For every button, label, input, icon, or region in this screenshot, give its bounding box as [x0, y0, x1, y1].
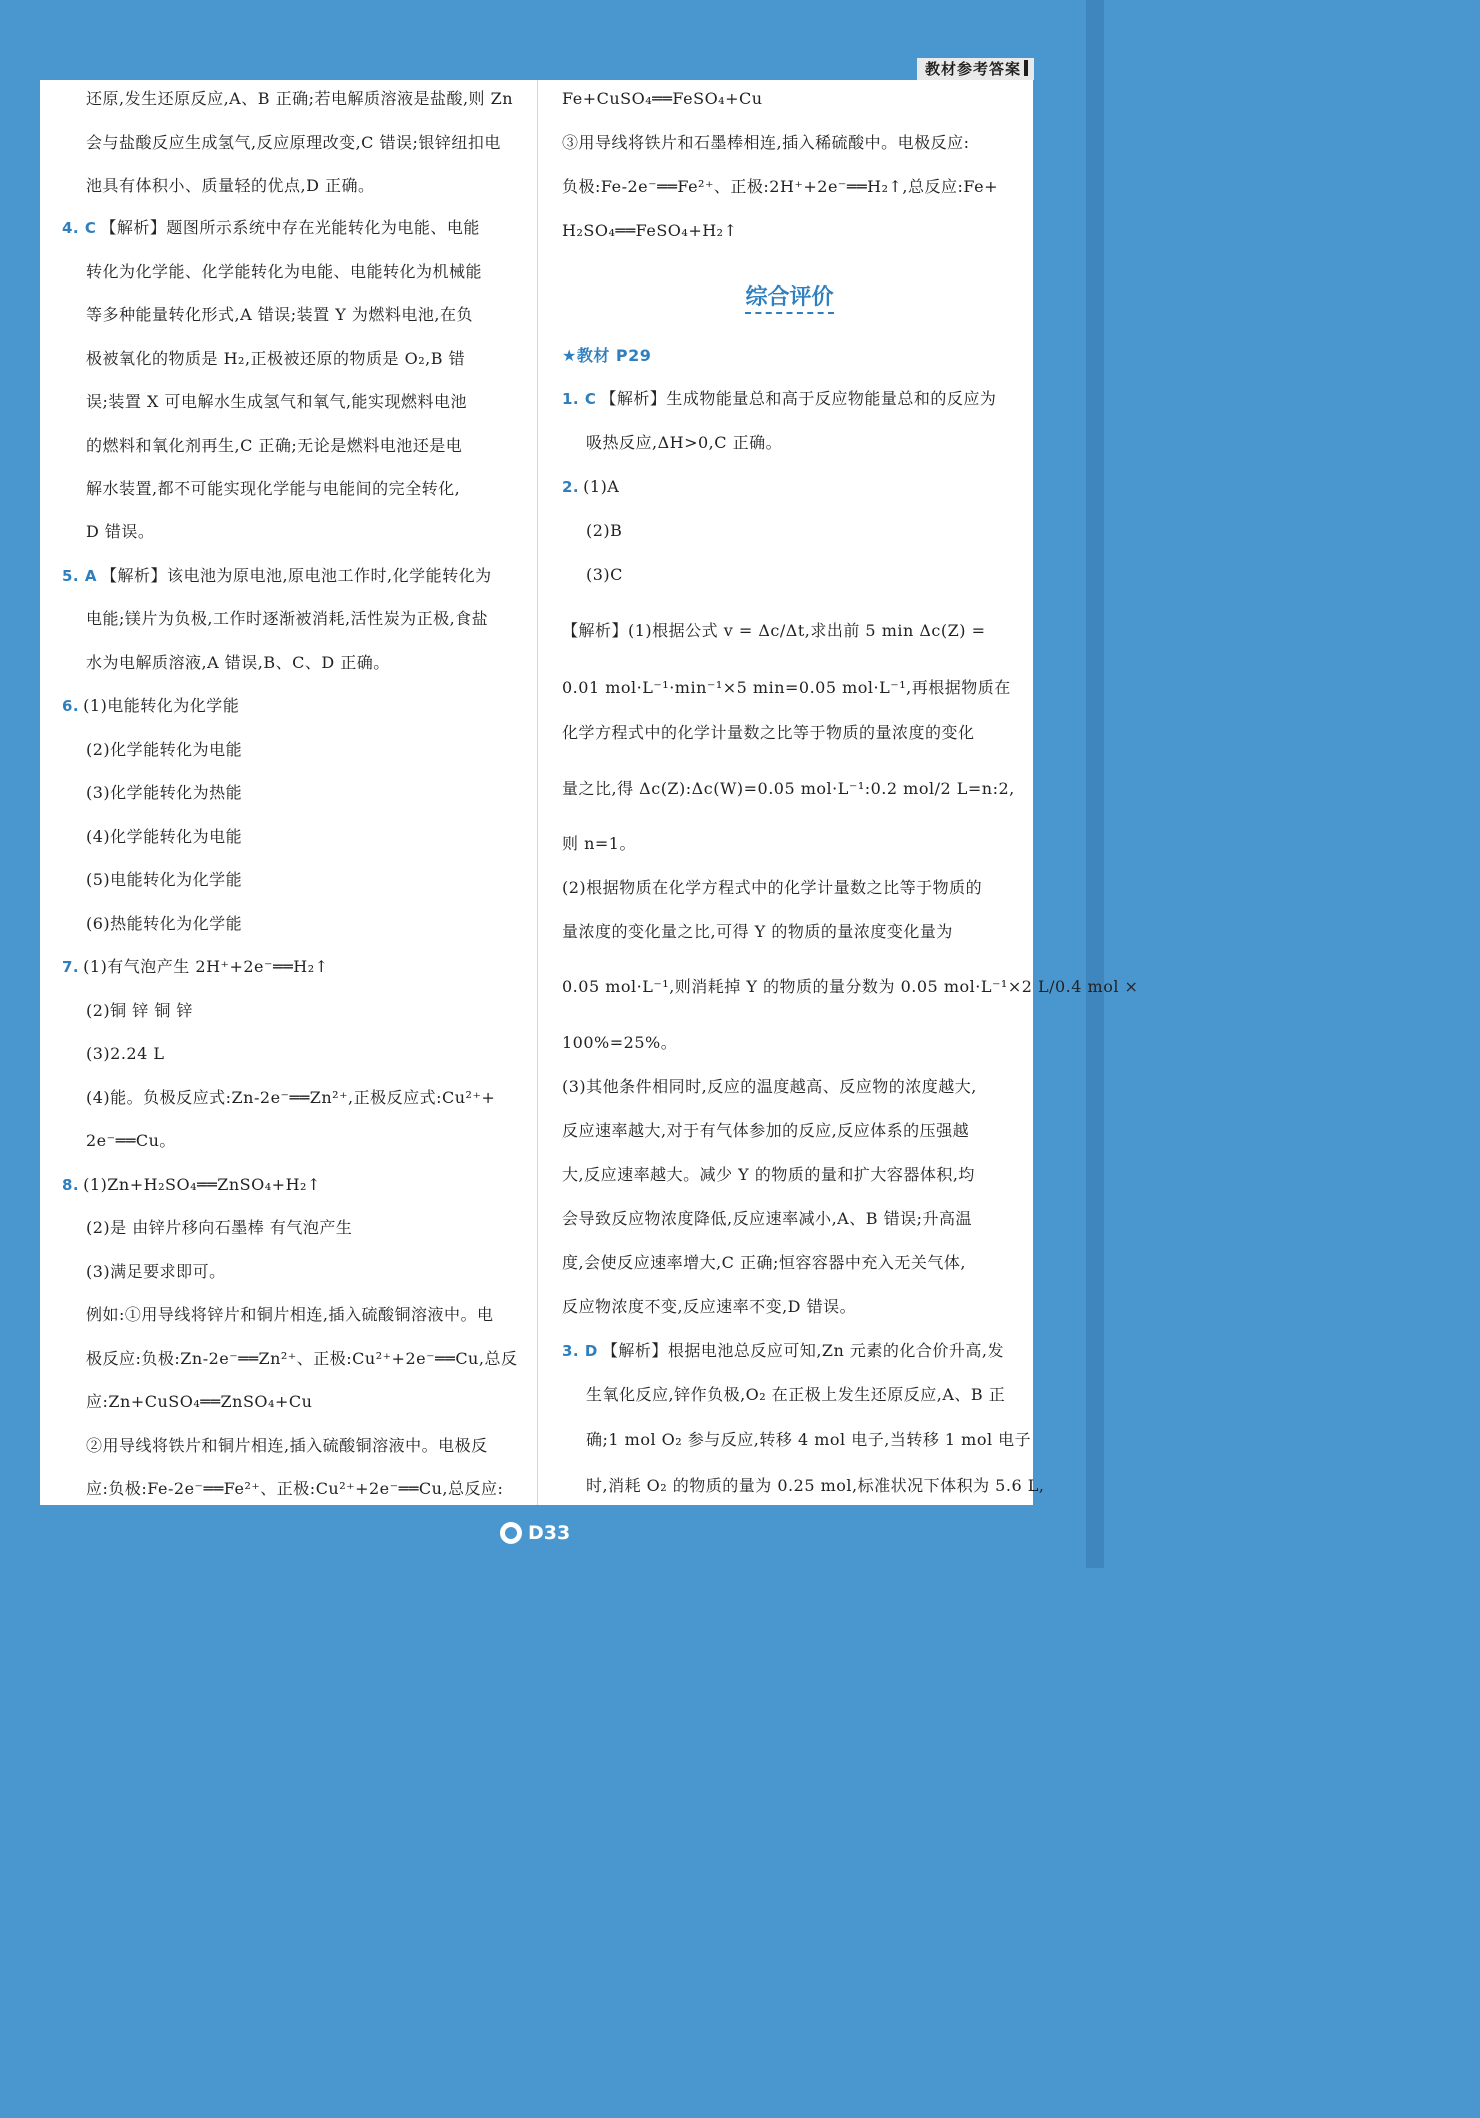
text-line: 负极:Fe-2e⁻══Fe²⁺、正极:2H⁺+2e⁻══H₂↑,总反应:Fe+	[562, 177, 998, 196]
question-number: 1. C	[562, 390, 597, 408]
text-line: 生氧化反应,锌作负极,O₂ 在正极上发生还原反应,A、B 正	[586, 1385, 1006, 1404]
text-line: 量浓度的变化量之比,可得 Y 的物质的量浓度变化量为	[562, 922, 953, 941]
text-line: 极反应:负极:Zn-2e⁻══Zn²⁺、正极:Cu²⁺+2e⁻══Cu,总反	[86, 1349, 518, 1368]
header-tag-label: 教材参考答案	[924, 60, 1021, 78]
text-line: (3)C	[586, 565, 623, 584]
header-bar-icon	[1024, 60, 1028, 76]
text-line: 0.01 mol·L⁻¹·min⁻¹×5 min=0.05 mol·L⁻¹,再根据物质在	[562, 678, 1011, 697]
text-line: (1)有气泡产生 2H⁺+2e⁻══H₂↑	[83, 957, 329, 976]
text-line: (1)A	[583, 477, 620, 496]
text-line: (2)B	[586, 521, 623, 540]
text-line: (3)2.24 L	[86, 1044, 165, 1063]
text-line: 化学方程式中的化学计量数之比等于物质的量浓度的变化	[562, 723, 975, 742]
text-line: 电能;镁片为负极,工作时逐渐被消耗,活性炭为正极,食盐	[86, 609, 489, 628]
text-line: 极被氧化的物质是 H₂,正极被还原的物质是 O₂,B 错	[86, 349, 466, 368]
question-8	[62, 1175, 321, 1195]
text-line: 大,反应速率越大。减少 Y 的物质的量和扩大容器体积,均	[562, 1165, 975, 1184]
text-line: 量之比,得 Δc(Z):Δc(W)=0.05 mol·L⁻¹:0.2 mol/2 L=n:2,	[562, 779, 1015, 798]
question-number: 4. C	[62, 219, 97, 237]
text-line: (6)热能转化为化学能	[86, 914, 243, 933]
text-line: 还原,发生还原反应,A、B 正确;若电解质溶液是盐酸,则 Zn	[86, 89, 514, 108]
right-edge-strip	[1086, 0, 1104, 1568]
text-line: 【解析】题图所示系统中存在光能转化为电能、电能	[100, 218, 480, 237]
text-line: 【解析】该电池为原电池,原电池工作时,化学能转化为	[100, 566, 492, 585]
question-7	[62, 957, 329, 977]
text-line: 的燃料和氧化剂再生,C 正确;无论是燃料电池还是电	[86, 436, 463, 455]
section-title	[562, 280, 1017, 311]
text-line: 应:Zn+CuSO₄══ZnSO₄+Cu	[86, 1392, 313, 1411]
text-line: 则 n=1。	[562, 834, 636, 853]
textbook-page-label: 教材 P29	[576, 346, 652, 365]
question-1	[562, 389, 996, 409]
publisher-logo-icon	[500, 1522, 522, 1544]
text-line: 等多种能量转化形式,A 错误;装置 Y 为燃料电池,在负	[86, 305, 473, 324]
text-line: 100%=25%。	[562, 1033, 678, 1052]
text-line: (2)是 由锌片移向石墨棒 有气泡产生	[86, 1218, 353, 1237]
text-line: 【解析】生成物能量总和高于反应物能量总和的反应为	[600, 389, 997, 408]
text-line: 会与盐酸反应生成氢气,反应原理改变,C 错误;银锌纽扣电	[86, 133, 501, 152]
question-number: 8.	[62, 1176, 80, 1194]
page-number: D33	[528, 1522, 571, 1544]
text-line: (1)电能转化为化学能	[83, 696, 240, 715]
text-line: D 错误。	[86, 522, 155, 541]
text-line: (3)满足要求即可。	[86, 1262, 226, 1281]
text-line: 度,会使反应速率增大,C 正确;恒容容器中充入无关气体,	[562, 1253, 966, 1272]
text-line: ②用导线将铁片和铜片相连,插入硫酸铜溶液中。电极反	[86, 1436, 488, 1455]
text-line: 例如:①用导线将锌片和铜片相连,插入硫酸铜溶液中。电	[86, 1305, 494, 1324]
text-line: 水为电解质溶液,A 错误,B、C、D 正确。	[86, 653, 390, 672]
text-line: (3)化学能转化为热能	[86, 783, 243, 802]
page-footer	[500, 1518, 570, 1548]
question-3	[562, 1341, 1004, 1361]
question-number: 7.	[62, 958, 80, 976]
text-line: 误;装置 X 可电解水生成氢气和氧气,能实现燃料电池	[86, 392, 468, 411]
text-line: (4)化学能转化为电能	[86, 827, 243, 846]
question-number: 5. A	[62, 567, 97, 585]
text-line: (1)Zn+H₂SO₄══ZnSO₄+H₂↑	[83, 1175, 321, 1194]
text-line: 0.05 mol·L⁻¹,则消耗掉 Y 的物质的量分数为 0.05 mol·L⁻¹×2 L/0.4 mol ×	[562, 977, 1139, 996]
text-line: (2)根据物质在化学方程式中的化学计量数之比等于物质的	[562, 878, 983, 897]
text-line: 反应速率越大,对于有气体参加的反应,反应体系的压强越	[562, 1121, 970, 1140]
answer-page	[40, 80, 1139, 1505]
text-line: 【解析】根据电池总反应可知,Zn 元素的化合价升高,发	[601, 1341, 1004, 1360]
text-line: ③用导线将铁片和石墨棒相连,插入稀硫酸中。电极反应:	[562, 133, 970, 152]
text-line: 会导致反应物浓度降低,反应速率减小,A、B 错误;升高温	[562, 1209, 972, 1228]
text-line: 转化为化学能、化学能转化为电能、电能转化为机械能	[86, 262, 483, 281]
text-line: 2e⁻══Cu。	[86, 1131, 176, 1150]
text-line: 【解析】(1)根据公式 v = Δc/Δt,求出前 5 min Δc(Z) =	[562, 621, 986, 640]
text-line: 时,消耗 O₂ 的物质的量为 0.25 mol,标准状况下体积为 5.6 L,	[586, 1476, 1045, 1495]
text-line: 解水装置,都不可能实现化学能与电能间的完全转化,	[86, 479, 461, 498]
text-line: (2)化学能转化为电能	[86, 740, 243, 759]
textbook-page-ref	[562, 346, 651, 366]
text-line: 确;1 mol O₂ 参与反应,转移 4 mol 电子,当转移 1 mol 电子	[586, 1430, 1032, 1449]
text-line: 应:负极:Fe-2e⁻══Fe²⁺、正极:Cu²⁺+2e⁻══Cu,总反应:	[86, 1479, 504, 1498]
text-line: (3)其他条件相同时,反应的温度越高、反应物的浓度越大,	[562, 1077, 977, 1096]
question-6	[62, 696, 239, 716]
question-2	[562, 477, 619, 497]
header-tag	[917, 58, 1034, 80]
text-line: 反应物浓度不变,反应速率不变,D 错误。	[562, 1297, 857, 1316]
text-line: (4)能。负极反应式:Zn-2e⁻══Zn²⁺,正极反应式:Cu²⁺+	[86, 1088, 496, 1107]
text-line: 池具有体积小、质量轻的优点,D 正确。	[86, 176, 375, 195]
question-number: 6.	[62, 697, 80, 715]
column-divider	[537, 80, 538, 1505]
text-line: H₂SO₄══FeSO₄+H₂↑	[562, 221, 738, 240]
text-line: Fe+CuSO₄══FeSO₄+Cu	[562, 89, 763, 108]
question-4	[62, 218, 480, 238]
text-line: (2)铜 锌 铜 锌	[86, 1001, 193, 1020]
question-number: 2.	[562, 478, 580, 496]
section-title-text: 综合评价	[745, 285, 833, 314]
text-line: (5)电能转化为化学能	[86, 870, 243, 889]
text-line: 吸热反应,ΔH>0,C 正确。	[586, 433, 783, 452]
star-icon: ★	[562, 346, 577, 365]
question-5	[62, 566, 492, 586]
question-number: 3. D	[562, 1342, 598, 1360]
